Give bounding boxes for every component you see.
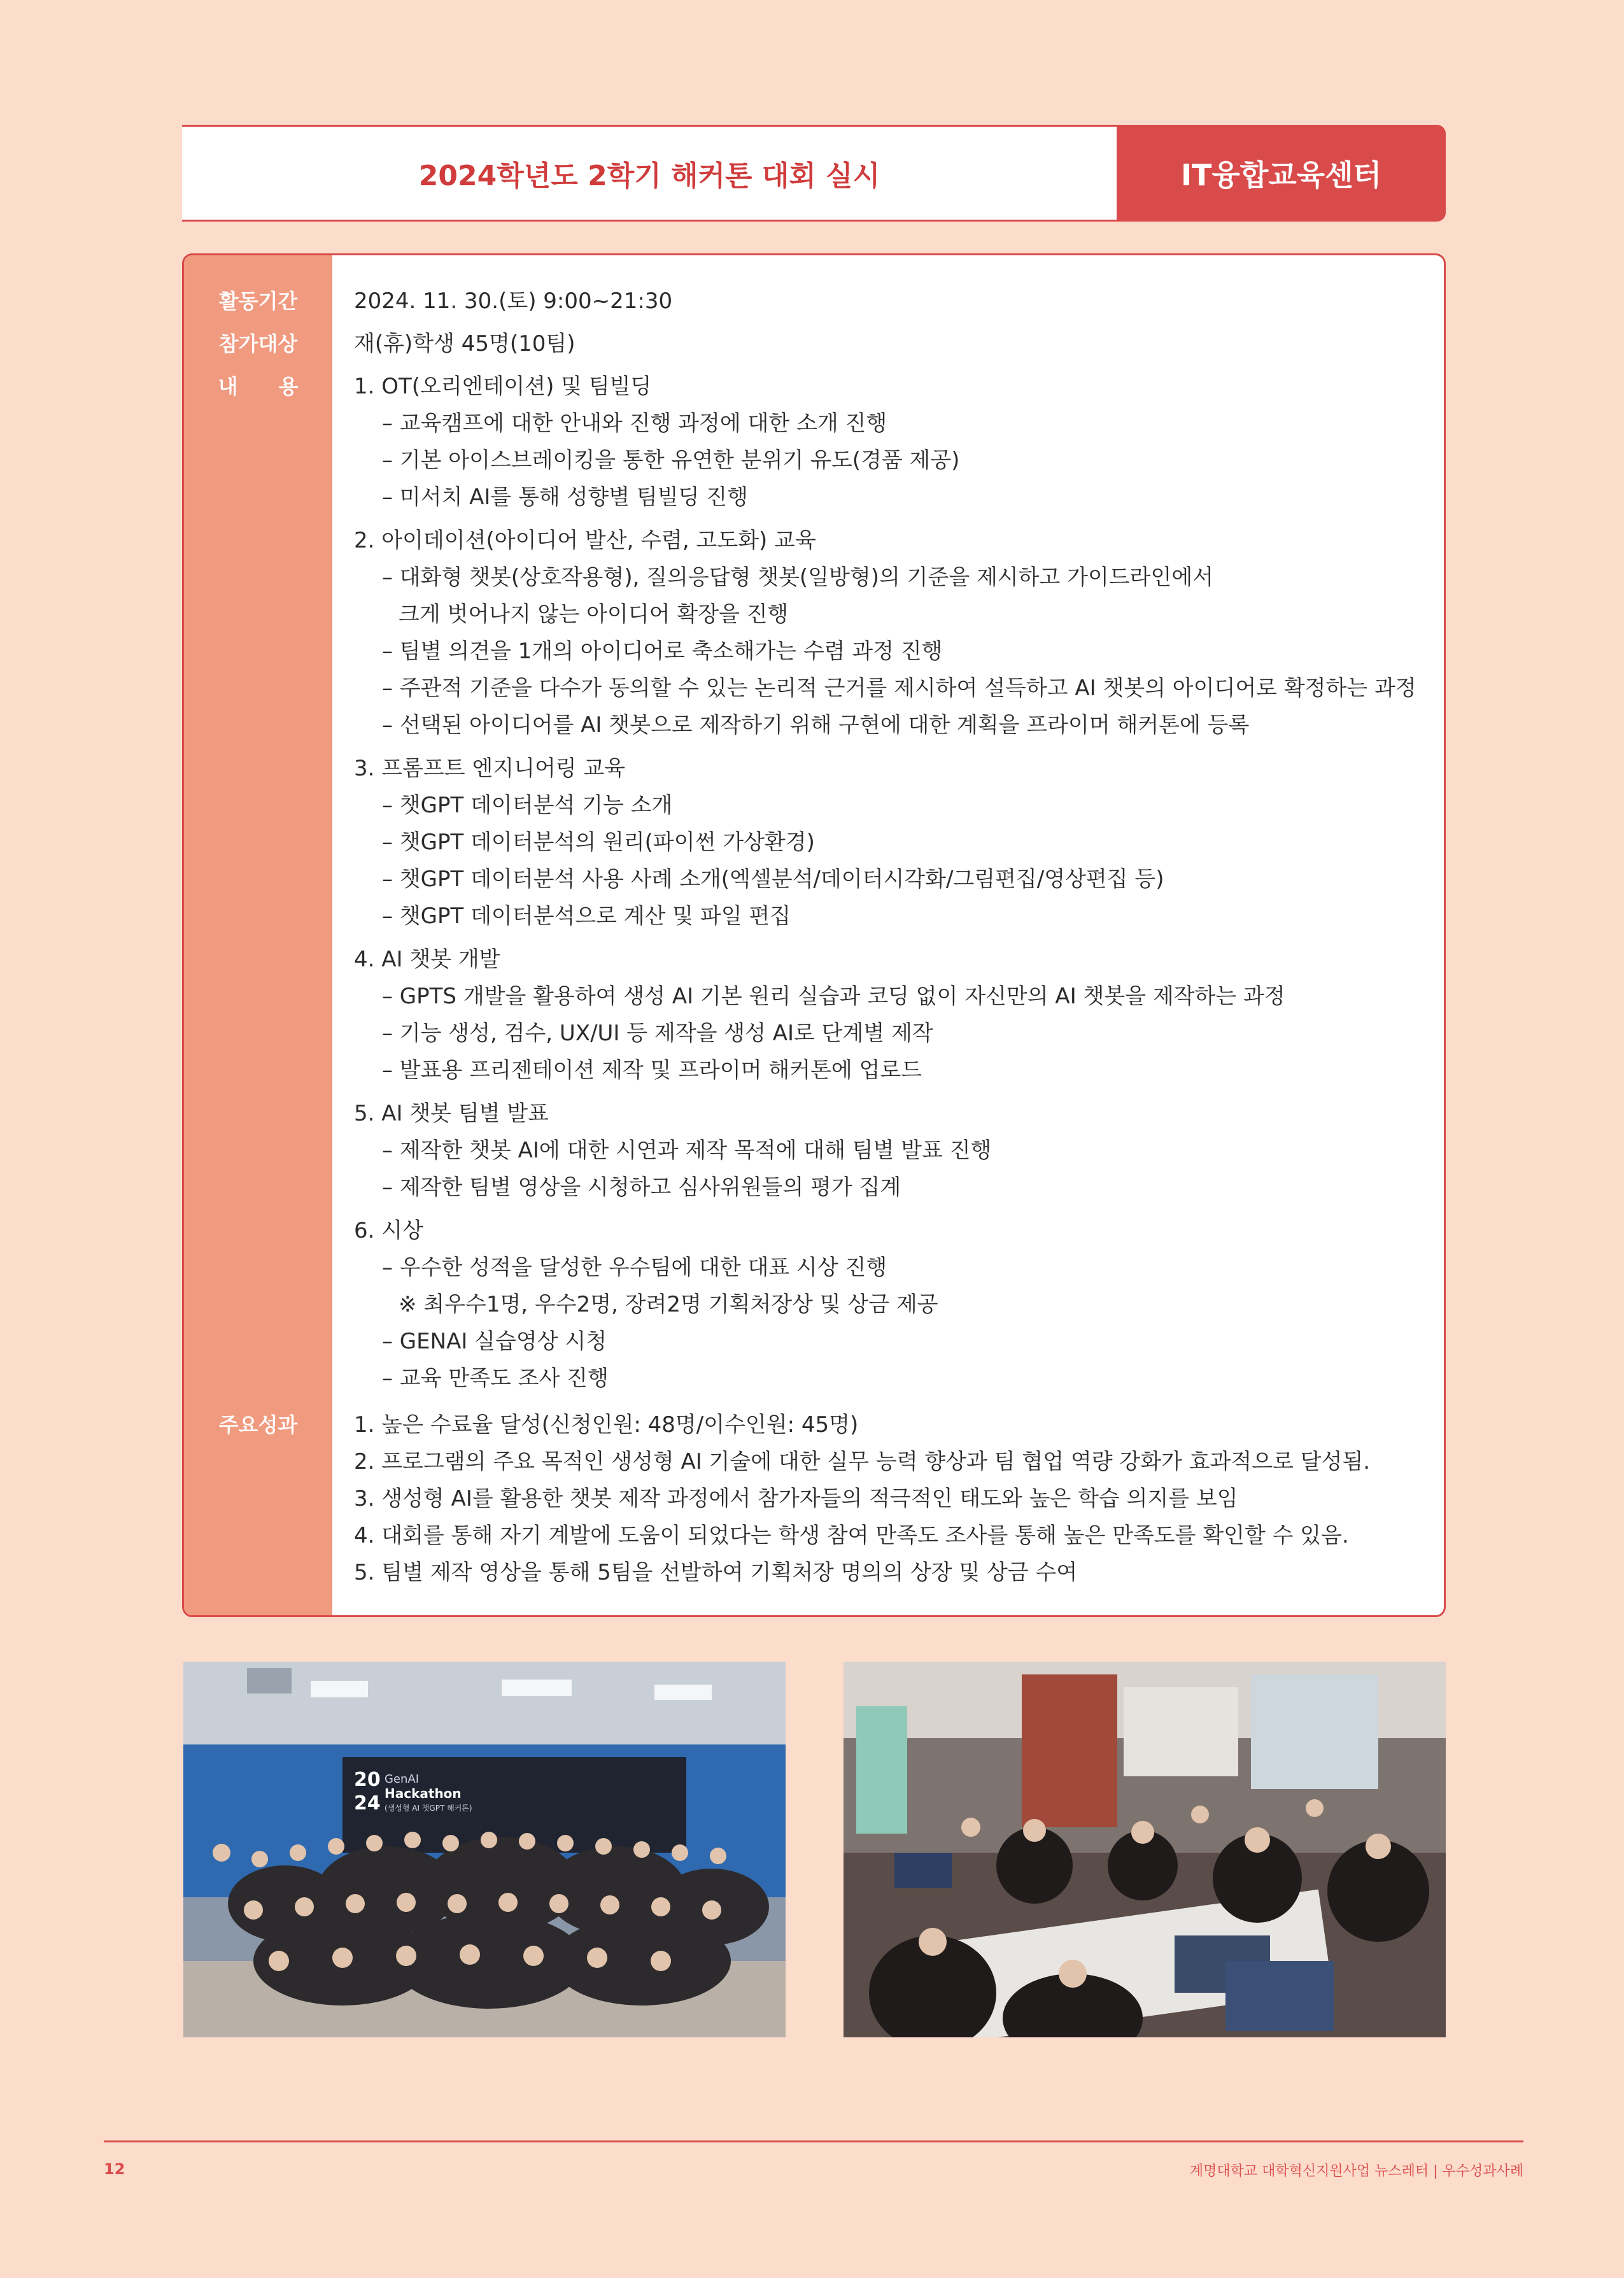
workshop-photo — [844, 1662, 1446, 2037]
info-card — [182, 253, 1446, 1617]
result-item: 3. 생성형 AI를 활용한 챗봇 제작 과정에서 참가자들의 적극적인 태도와 높은 학습 의지를 보임 — [354, 1486, 1238, 1511]
content-item: – 기본 아이스브레이킹을 통한 유연한 분위기 유도(경품 제공) — [382, 448, 960, 473]
content-item: – 팀별 의견을 1개의 아이디어로 축소해가는 수렴 과정 진행 — [382, 639, 943, 664]
target-value: 재(휴)학생 45명(10팀) — [354, 331, 575, 357]
org-badge: IT융합교육센터 — [1117, 125, 1446, 222]
banner-line1: GenAI — [385, 1772, 420, 1786]
result-item: 1. 높은 수료율 달성(신청인원: 48명/이수인원: 45명) — [354, 1412, 859, 1438]
content-item: – 선택된 아이디어를 AI 챗봇으로 제작하기 위해 구현에 대한 계획을 프라이머 해커톤에 등록 — [382, 712, 1250, 738]
content-heading-6: 6. 시상 — [354, 1218, 423, 1243]
content-item: – 미서치 AI를 통해 성향별 팀빌딩 진행 — [382, 485, 748, 510]
content-item: – 제작한 팀별 영상을 시청하고 심사위원들의 평가 집계 — [382, 1175, 901, 1200]
label-content: 내 용 — [218, 374, 299, 399]
content-item: ※ 최우수1명, 우수2명, 장려2명 기획처장상 및 상금 제공 — [399, 1292, 938, 1317]
page-title: 2024학년도 2학기 해커톤 대회 실시 — [182, 125, 1117, 222]
content-item: – 대화형 챗봇(상호작용형), 질의응답형 챗봇(일방형)의 기준을 제시하고 가이드라인에서 — [382, 565, 1214, 590]
result-item: 2. 프로그램의 주요 목적인 생성형 AI 기술에 대한 실무 능력 향상과 팀 협업 역량 강화가 효과적으로 달성됨. — [354, 1449, 1371, 1475]
banner-line2: Hackathon — [385, 1786, 462, 1801]
content-heading-5: 5. AI 챗봇 팀별 발표 — [354, 1101, 549, 1126]
content-item: 크게 벗어나지 않는 아이디어 확장을 진행 — [399, 602, 789, 627]
period-value: 2024. 11. 30.(토) 9:00~21:30 — [354, 288, 673, 314]
label-column — [184, 255, 332, 1615]
section-header — [182, 125, 1446, 222]
content-column — [332, 255, 1444, 1615]
page-number: 12 — [104, 2160, 125, 2178]
content-heading-2: 2. 아이데이션(아이디어 발산, 수렴, 고도화) 교육 — [354, 528, 816, 553]
footer-title: 계명대학교 대학혁신지원사업 뉴스레터 | 우수성과사례 — [1189, 2163, 1523, 2179]
content-item: – 교육 만족도 조사 진행 — [382, 1366, 609, 1391]
content-item: – 챗GPT 데이터분석의 원리(파이썬 가상환경) — [382, 830, 815, 855]
content-item: – 제작한 챗봇 AI에 대한 시연과 제작 목적에 대해 팀별 발표 진행 — [382, 1138, 992, 1163]
content-heading-4: 4. AI 챗봇 개발 — [354, 947, 500, 972]
label-results: 주요성과 — [218, 1413, 298, 1437]
content-item: – GENAI 실습영상 시청 — [382, 1329, 607, 1354]
content-item: – 발표용 프리젠테이션 제작 및 프라이머 해커톤에 업로드 — [382, 1058, 922, 1083]
content-heading-1: 1. OT(오리엔테이션) 및 팀빌딩 — [354, 374, 652, 399]
footer-divider — [104, 2140, 1523, 2142]
result-item: 5. 팀별 제작 영상을 통해 5팀을 선발하여 기획처장 명의의 상장 및 상금 수여 — [354, 1560, 1078, 1585]
content-item: – 교육캠프에 대한 안내와 진행 과정에 대한 소개 진행 — [382, 411, 887, 436]
content-heading-3: 3. 프롬프트 엔지니어링 교육 — [354, 756, 626, 781]
group-photo — [183, 1662, 786, 2037]
content-item: – GPTS 개발을 활용하여 생성 AI 기본 원리 실습과 코딩 없이 자신만의 AI 챗봇을 제작하는 과정 — [382, 984, 1285, 1009]
content-item: – 챗GPT 데이터분석 사용 사례 소개(엑셀분석/데이터시각화/그림편집/영상편집 등) — [382, 867, 1164, 892]
banner-year-bottom: 24 — [354, 1792, 381, 1815]
banner-line3: (생성형 AI 챗GPT 해커톤) — [385, 1804, 472, 1813]
result-item: 4. 대회를 통해 자기 계발에 도움이 되었다는 학생 참여 만족도 조사를 통해 높은 만족도를 확인할 수 있음. — [354, 1523, 1349, 1548]
label-period: 활동기간 — [218, 289, 298, 313]
banner-year-top: 20 — [354, 1769, 381, 1791]
content-item: – 주관적 기준을 다수가 동의할 수 있는 논리적 근거를 제시하여 설득하고 AI 챗봇의 아이디어로 확정하는 과정 — [382, 676, 1416, 701]
label-target: 참가대상 — [218, 332, 298, 356]
content-item: – 챗GPT 데이터분석 기능 소개 — [382, 793, 673, 818]
content-item: – 챗GPT 데이터분석으로 계산 및 파일 편집 — [382, 903, 791, 929]
content-item: – 기능 생성, 검수, UX/UI 등 제작을 생성 AI로 단계별 제작 — [382, 1021, 933, 1046]
content-item: – 우수한 성적을 달성한 우수팀에 대한 대표 시상 진행 — [382, 1255, 887, 1280]
